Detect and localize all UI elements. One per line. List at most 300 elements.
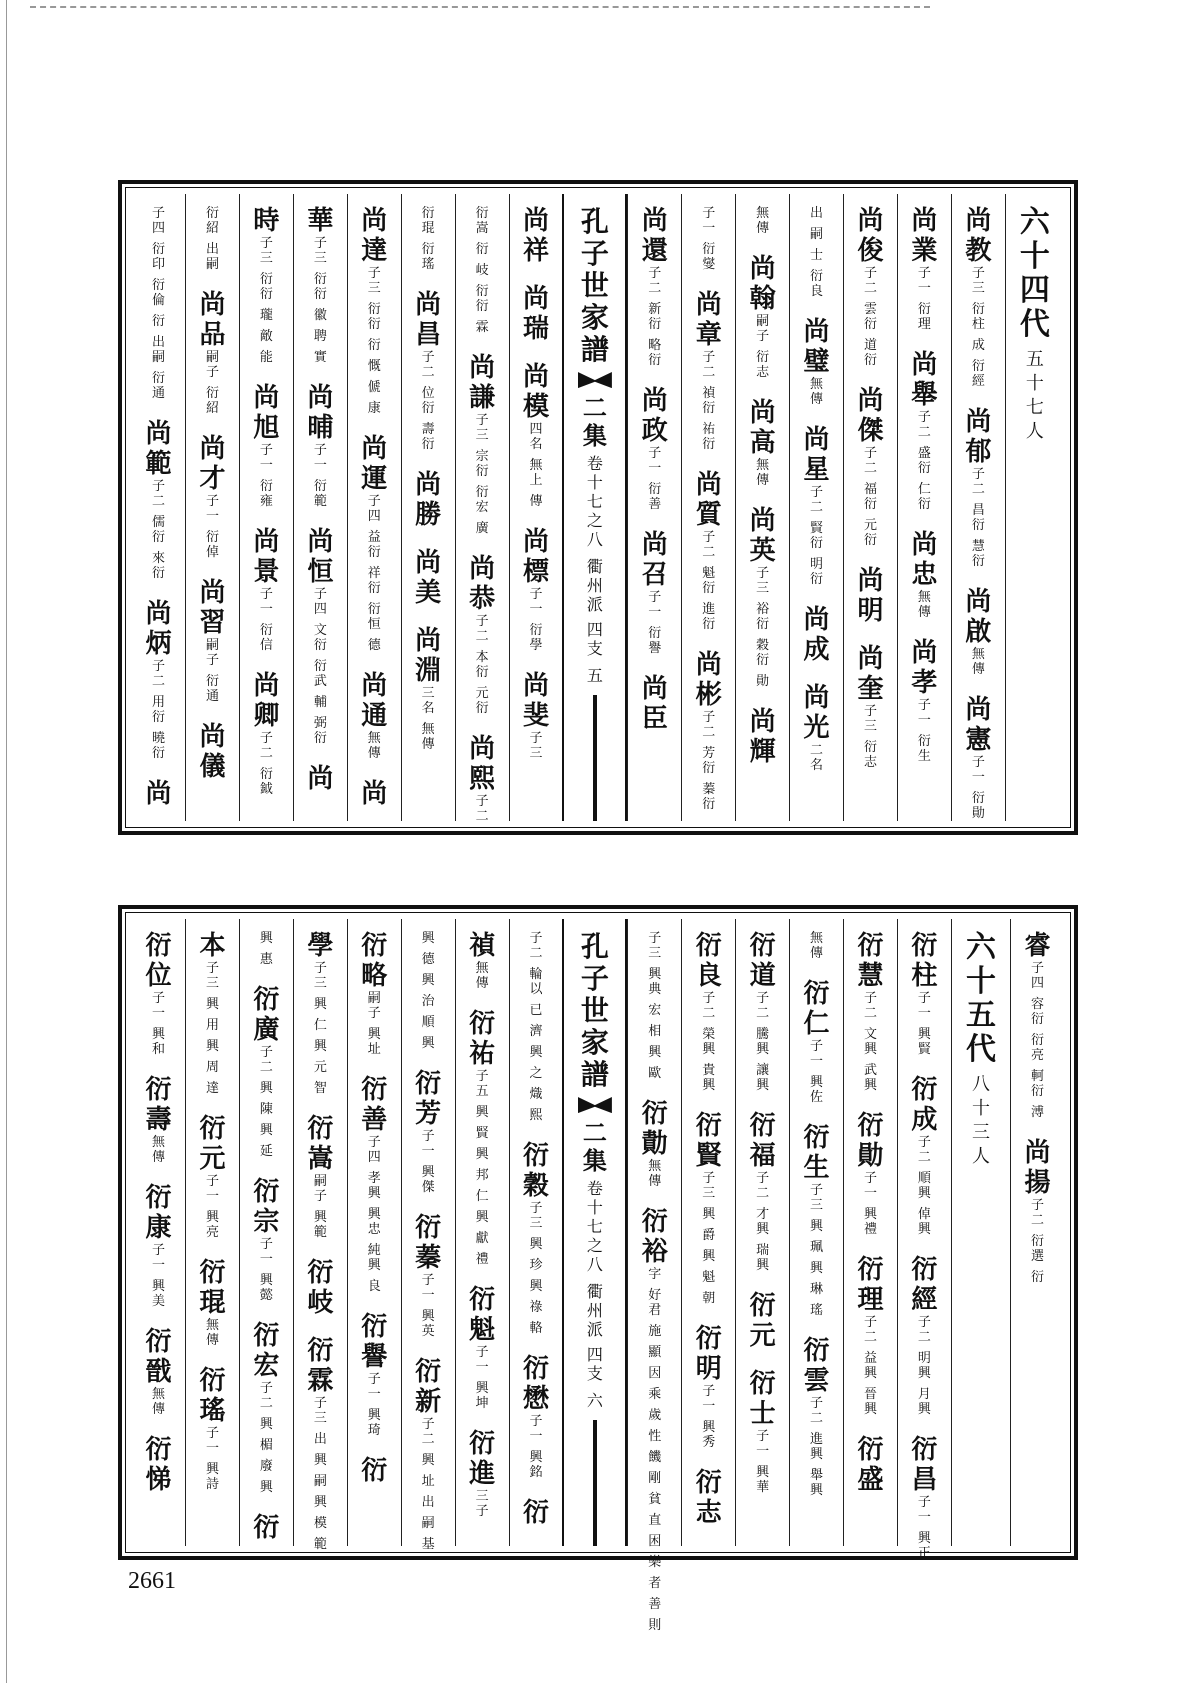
entry-column: [293, 919, 347, 1552]
person-note: 無 傳: [152, 1387, 166, 1417]
genealogy-entry: [469, 1285, 495, 1411]
person-name: 衍 勣: [641, 1099, 668, 1159]
person-note: 子 二 榮 興 貴 興: [702, 991, 716, 1093]
person-name: 尚 彬: [695, 650, 722, 710]
genealogy-entry: [361, 671, 387, 761]
person-name: 衍 盛: [857, 1435, 884, 1495]
genealogy-entry: [911, 1435, 937, 1561]
genealogy-entry: [307, 383, 333, 509]
genealogy-entry: [642, 674, 668, 734]
person-note: 子 二 衍 選 衍: [1031, 1198, 1045, 1285]
person-note: 無 傳: [205, 1318, 219, 1348]
person-name: 衍 經: [911, 1255, 938, 1315]
person-name: 尚 業: [911, 206, 938, 266]
person-name: 衍 明: [695, 1324, 722, 1384]
person-name: 尚 質: [695, 470, 722, 530]
genealogy-entry: [307, 1114, 333, 1240]
person-name: 衍 瑤: [199, 1366, 226, 1426]
genealogy-entry: [307, 931, 333, 1096]
person-name: 尚 才: [199, 434, 226, 494]
genealogy-entry: [696, 650, 722, 812]
person-note: 子 三 衍 衍 瓏 敵 能: [259, 236, 273, 365]
genealogy-entry: [648, 931, 661, 1081]
person-note: 子 一 興 美: [152, 1243, 166, 1309]
genealogy-entry: [810, 206, 823, 299]
person-name: 尚 達: [361, 206, 388, 266]
entry-column: [347, 919, 401, 1546]
genealogy-entry: [422, 931, 435, 1051]
genealogy-entry: [750, 707, 776, 767]
person-note: 子 一 衍 雍: [259, 443, 273, 509]
genealogy-entry: [422, 206, 435, 272]
entry-column: [185, 919, 239, 1546]
genealogy-entry: [199, 1258, 225, 1348]
genealogy-entry: [307, 206, 333, 365]
person-note: 嗣 子 衍 志: [756, 314, 770, 380]
entry-column: [132, 919, 185, 1546]
person-note: 子 一 興 銘: [529, 1414, 543, 1480]
generation-header-65: [951, 919, 1010, 1546]
book-spine-column: [562, 194, 627, 821]
person-name: 衍: [253, 1513, 280, 1543]
genealogy-entry: [415, 470, 441, 530]
person-name: 尚 還: [641, 206, 668, 266]
genealogy-entry: [523, 1498, 549, 1528]
genealogy-entry: [857, 1435, 883, 1495]
person-name: 衍 壽: [145, 1075, 172, 1135]
person-note: 無 傳: [917, 590, 931, 620]
person-name: 衍 勛: [857, 1111, 884, 1171]
genealogy-entry: [696, 290, 722, 452]
person-note: 子 二 順 興 倬 興: [917, 1135, 931, 1237]
person-name: 衍 雲: [803, 1336, 830, 1396]
person-name: 尚 謙: [469, 353, 496, 413]
volume-label: 二 集: [582, 1118, 607, 1176]
person-note: 子 三 興 典 宏 相 興 歐: [648, 931, 662, 1081]
genealogy-entry: [469, 353, 495, 536]
person-note: 子 二 輪 以 已 濟 興 之 熾 熙: [529, 931, 543, 1123]
genealogy-entry: [415, 626, 441, 752]
genealogy-entry: [523, 284, 549, 344]
folio-number: 五: [586, 666, 603, 686]
person-note: 子 一 興 懿: [259, 1237, 273, 1303]
person-note: 子 三 興 爵 興 魁 朝: [702, 1171, 716, 1306]
person-name: 衍 芳: [415, 1069, 442, 1129]
genealogy-entry: [152, 206, 165, 401]
person-note: 子 三: [529, 731, 543, 761]
genealogy-entry: [804, 605, 830, 665]
entry-column: [735, 194, 789, 821]
person-note: 興 惠: [259, 931, 273, 967]
person-note: 子 一 衍 勛: [971, 755, 985, 821]
person-name: 尚 運: [361, 434, 388, 494]
person-note: 子 二 明 興 月 興: [917, 1315, 931, 1417]
person-name: 尚 奎: [857, 644, 884, 704]
person-name: 尚 舉: [911, 350, 938, 410]
genealogy-entry: [307, 527, 333, 746]
person-note: 字 好 君 施 顯 因 乘 歲 性 饑 剛 貧 直 困 樂 者 善 則: [648, 1267, 662, 1633]
person-name: 衍 岐: [307, 1258, 334, 1318]
person-name: 衍 穀: [523, 1141, 550, 1201]
person-note: 衍 嵩 衍 岐 衍 衍 霖: [475, 206, 489, 335]
generation-count: 八 十 三 人: [971, 1074, 990, 1167]
genealogy-entry: [965, 587, 991, 677]
person-note: 子 二 新 衍 略 衍: [648, 266, 662, 368]
person-note: 子 二 興 址 出 嗣 基: [421, 1417, 435, 1552]
genealogy-entry: [199, 434, 225, 560]
person-name: 衍 成: [911, 1075, 938, 1135]
genealogy-entry: [804, 425, 830, 587]
person-name: 衍 戩: [145, 1327, 172, 1387]
person-name: 尚 啟: [965, 587, 992, 647]
person-note: 子 三 興 珍 興 祿 輅: [529, 1201, 543, 1336]
person-name: 尚 範: [145, 419, 172, 479]
person-note: 子 一 衍 燮: [702, 206, 716, 272]
person-note: 子 三 宗 衍 衍 宏 廣: [475, 413, 489, 536]
genealogy-entry: [911, 206, 937, 332]
person-name: 衍 嵩: [307, 1114, 334, 1174]
generation-header-64: [1005, 194, 1064, 821]
person-note: 子 二 益 興 晉 興: [863, 1315, 877, 1417]
person-note: 子 二 福 衍 元 衍: [863, 446, 877, 548]
entry-column: [132, 194, 185, 821]
person-note: 子 二 興 陳 興 延: [259, 1045, 273, 1159]
book-title: 孔 子 世 家 譜: [580, 205, 609, 366]
person-name: 衍 進: [469, 1429, 496, 1489]
person-name: 尚 景: [253, 527, 280, 587]
person-note: 無 傳: [152, 1135, 166, 1165]
entry-column: [293, 194, 347, 821]
entry-column: [239, 919, 293, 1546]
genealogy-entry: [804, 1123, 830, 1318]
person-name: 尚 成: [803, 605, 830, 665]
genealogy-entry: [361, 1456, 387, 1486]
person-name: 衍 良: [695, 931, 722, 991]
person-name: 尚 瑞: [523, 284, 550, 344]
person-name: 尚 模: [523, 362, 550, 422]
person-note: 子 二: [475, 794, 489, 824]
entry-column: [509, 919, 563, 1546]
person-name: 衍 柱: [911, 931, 938, 991]
person-note: 子 一 興 傑: [421, 1129, 435, 1195]
genealogy-entry: [199, 1114, 225, 1240]
genealogy-entry: [199, 722, 225, 782]
entry-column: [509, 194, 563, 821]
genealogy-entry: [804, 683, 830, 773]
person-name: 尚 晡: [307, 383, 334, 443]
person-name: 衍 譽: [361, 1312, 388, 1372]
genealogy-entry: [415, 1357, 441, 1552]
genealogy-entry: [206, 206, 219, 272]
person-note: 無 傳: [648, 1159, 662, 1189]
person-name: 尚 斐: [523, 671, 550, 731]
genealogy-entry: [361, 1312, 387, 1438]
genealogy-entry: [965, 695, 991, 821]
branch-label: 衢 州 派 四 支: [586, 1282, 603, 1384]
branch-label: 衢 州 派 四 支: [586, 557, 603, 659]
entry-column: [401, 919, 455, 1552]
entry-column: [185, 194, 239, 821]
person-name: 衍 悌: [145, 1435, 172, 1495]
person-note: 無 傳: [756, 206, 770, 236]
genealogy-entry: [750, 1291, 776, 1351]
genealogy-entry: [469, 554, 495, 716]
person-note: 衍 琨 衍 瑤: [421, 206, 435, 272]
person-name: 睿: [1024, 931, 1051, 961]
genealogy-entry: [523, 1354, 549, 1480]
genealogy-entry: [911, 1075, 937, 1237]
folio-number: 六: [586, 1391, 603, 1411]
person-name: 衍 仁: [803, 979, 830, 1039]
person-note: 子 二 文 興 武 興: [863, 991, 877, 1093]
person-name: 衍: [523, 1498, 550, 1528]
person-name: 衍 琨: [199, 1258, 226, 1318]
genealogy-entry: [911, 530, 937, 620]
person-name: 衍 元: [199, 1114, 226, 1174]
genealogy-entry: [857, 206, 883, 368]
person-note: 四 名 無 上 傳: [529, 422, 543, 509]
person-name: 尚 召: [641, 530, 668, 590]
entry-column: [455, 194, 509, 824]
person-note: 興 德 興 治 順 興: [421, 931, 435, 1051]
person-name: 尚 翰: [749, 254, 776, 314]
person-note: 嗣 子 興 址: [367, 991, 381, 1057]
person-name: 尚 美: [415, 548, 442, 608]
person-note: 子 一 衍 學: [529, 587, 543, 653]
person-note: 子 三 衍 柱 成 衍 經: [971, 266, 985, 389]
person-note: 子 三 衍 志: [863, 704, 877, 770]
person-name: 尚 憲: [965, 695, 992, 755]
person-name: 衍 昌: [911, 1435, 938, 1495]
person-note: 子 三 興 仁 興 元 智: [313, 961, 327, 1096]
person-note: 子 二 昌 衍 慧 衍: [971, 467, 985, 569]
genealogy-page-upper: [118, 180, 1078, 835]
person-note: 子 一 興 華: [756, 1429, 770, 1495]
person-note: 子 二 賢 衍 明 衍: [810, 485, 824, 587]
entry-column: [681, 919, 735, 1546]
person-name: 尚 郁: [965, 407, 992, 467]
person-note: 子 一 興 正: [917, 1495, 931, 1561]
person-name: 衍 霖: [307, 1336, 334, 1396]
genealogy-entry: [260, 931, 273, 967]
book-title: 孔 子 世 家 譜: [580, 930, 609, 1091]
genealogy-entry: [469, 1009, 495, 1267]
person-note: 子 二 儒 衍 來 衍: [152, 479, 166, 581]
entry-column: [897, 194, 951, 821]
genealogy-entry: [307, 1258, 333, 1318]
person-name: 尚 恒: [307, 527, 334, 587]
person-note: 子 一 興 琦: [367, 1372, 381, 1438]
genealogy-entry: [857, 1255, 883, 1417]
genealogy-entry: [750, 1111, 776, 1273]
genealogy-entry: [415, 290, 441, 452]
genealogy-entry: [146, 1075, 172, 1165]
person-note: 子 一 衍 倬: [205, 494, 219, 560]
person-note: 子 三 興 珮 興 琳 瑤: [810, 1183, 824, 1318]
person-name: 尚 標: [523, 527, 550, 587]
person-note: 三 子: [475, 1489, 489, 1519]
person-name: 時: [253, 206, 280, 236]
genealogy-entry: [415, 1069, 441, 1195]
generation-count: 五 十 七 人: [1025, 349, 1044, 442]
person-note: 子 一 興 佐: [810, 1039, 824, 1105]
genealogy-entry: [530, 931, 543, 1123]
genealogy-entry: [469, 734, 495, 824]
genealogy-entry: [965, 407, 991, 569]
person-note: 子 五 興 賢 興 邦 仁 興 獻 禮: [475, 1069, 489, 1267]
person-name: 衍 理: [857, 1255, 884, 1315]
person-note: 子 一 衍 範: [313, 443, 327, 509]
generation-label: 六 十 四 代: [1019, 205, 1050, 342]
person-note: 無 傳: [810, 377, 824, 407]
genealogy-entry: [469, 1429, 495, 1519]
genealogy-entry: [523, 1141, 549, 1336]
fish-tail-mark: [578, 1097, 612, 1113]
genealogy-entry: [750, 506, 776, 689]
person-name: 衍 祐: [469, 1009, 496, 1069]
person-name: 衍 懋: [523, 1354, 550, 1414]
person-name: 尚 臣: [641, 674, 668, 734]
person-note: 子 二 才 興 瑞 興: [756, 1171, 770, 1273]
person-name: 尚 通: [361, 671, 388, 731]
genealogy-entry: [307, 764, 333, 794]
person-name: 華: [307, 206, 334, 236]
genealogy-entry: [199, 578, 225, 704]
person-name: 衍 宗: [253, 1177, 280, 1237]
person-note: 子 一 興 禮: [863, 1171, 877, 1237]
person-name: 尚 習: [199, 578, 226, 638]
person-note: 無 傳: [475, 961, 489, 991]
spine-bar: [593, 695, 597, 821]
entry-column: [239, 194, 293, 821]
person-name: 尚 旭: [253, 383, 280, 443]
person-name: 尚 璧: [803, 317, 830, 377]
scan-top-noise: [30, 6, 930, 18]
page-edge-line: [6, 0, 7, 1683]
section-label: 卷 十 七 之 八: [586, 454, 603, 550]
genealogy-entry: [1025, 1138, 1051, 1285]
person-note: 子 二 進 興 舉 興: [810, 1396, 824, 1498]
person-name: 尚 星: [803, 425, 830, 485]
genealogy-entry: [253, 1513, 279, 1543]
person-name: 衍 康: [145, 1183, 172, 1243]
genealogy-entry: [253, 1177, 279, 1303]
person-name: 衍 善: [361, 1075, 388, 1135]
person-note: 子 三 興 用 興 周 達: [205, 961, 219, 1096]
person-name: 尚 高: [749, 398, 776, 458]
genealogy-entry: [696, 931, 722, 1093]
genealogy-entry: [361, 1075, 387, 1294]
person-note: 子 四 衍 印 衍 倫 衍 出 嗣 衍 通: [152, 206, 166, 401]
person-note: 無 傳: [367, 731, 381, 761]
genealogy-entry: [199, 931, 225, 1096]
genealogy-entry: [750, 254, 776, 380]
person-name: 尚 光: [803, 683, 830, 743]
entry-column: [843, 194, 897, 821]
genealogy-entry: [750, 931, 776, 1093]
book-spine-column: [562, 919, 627, 1546]
person-name: 尚 淵: [415, 626, 442, 686]
person-note: 嗣 子 衍 紹: [205, 350, 219, 416]
genealogy-entry: [696, 1468, 722, 1528]
person-note: 子 二 芳 衍 蓁 衍: [702, 710, 716, 812]
person-note: 子 二 興 楣 廢 興: [259, 1381, 273, 1495]
genealogy-entry: [199, 290, 225, 416]
person-name: 尚 教: [965, 206, 992, 266]
entry-column: [897, 919, 951, 1561]
person-name: 衍 元: [749, 1291, 776, 1351]
genealogy-entry: [965, 206, 991, 389]
genealogy-entry: [642, 206, 668, 368]
person-name: 尚 明: [857, 566, 884, 626]
section-label: 卷 十 七 之 八: [586, 1179, 603, 1275]
genealogy-entry: [911, 350, 937, 512]
person-note: 子 一 衍 善: [648, 446, 662, 512]
genealogy-entry: [750, 398, 776, 488]
person-name: 衍 志: [695, 1468, 722, 1528]
person-note: 子 三 衍 衍 衍 慨 傂 康: [367, 266, 381, 416]
person-name: 衍 道: [749, 931, 776, 991]
carry-over-column: [1010, 919, 1064, 1546]
person-name: 衍 裕: [641, 1207, 668, 1267]
entry-column: [951, 194, 1005, 821]
genealogy-entry: [146, 1183, 172, 1309]
person-name: 尚 政: [641, 386, 668, 446]
genealogy-entry: [1025, 931, 1051, 1120]
genealogy-entry: [415, 548, 441, 608]
genealogy-entry: [523, 527, 549, 653]
genealogy-entry: [696, 470, 722, 632]
person-name: 尚 忠: [911, 530, 938, 590]
genealogy-entry: [857, 644, 883, 770]
genealogy-entry: [804, 317, 830, 407]
genealogy-entry: [911, 638, 937, 764]
person-note: 無 傳: [971, 647, 985, 677]
person-name: 衍 福: [749, 1111, 776, 1171]
person-name: 尚 英: [749, 506, 776, 566]
upper-columns: [132, 194, 1064, 824]
person-name: 尚 熙: [469, 734, 496, 794]
person-note: 子 四 文 衍 衍 武 輔 弼 衍: [313, 587, 327, 746]
genealogy-entry: [857, 1111, 883, 1237]
person-note: 子 一 興 秀: [702, 1384, 716, 1450]
genealogy-entry: [253, 206, 279, 365]
person-name: 衍 位: [145, 931, 172, 991]
page-number: 2661: [128, 1568, 176, 1594]
person-name: 衍 廣: [253, 985, 280, 1045]
entry-column: [789, 194, 843, 821]
person-name: 尚 孝: [911, 638, 938, 698]
person-name: 衍 宏: [253, 1321, 280, 1381]
entry-column: [681, 194, 735, 821]
genealogy-entry: [253, 985, 279, 1159]
person-name: 尚 儀: [199, 722, 226, 782]
person-note: 子 二 位 衍 壽 衍: [421, 350, 435, 452]
person-note: 子 三 衍 衍 徽 聘 實: [313, 236, 327, 365]
person-note: 子 四 容 衍 衍 亮 軻 衍 溥: [1031, 961, 1045, 1120]
genealogy-entry: [476, 206, 489, 335]
person-name: 尚 炳: [145, 599, 172, 659]
person-name: 衍: [361, 1456, 388, 1486]
person-name: 尚 揚: [1024, 1138, 1051, 1198]
genealogy-entry: [253, 1321, 279, 1495]
genealogy-entry: [756, 206, 769, 236]
genealogy-entry: [146, 1327, 172, 1417]
person-name: 禎: [469, 931, 496, 961]
person-note: 子 三 裕 衍 穀 衍 勛: [756, 566, 770, 689]
genealogy-entry: [146, 1435, 172, 1495]
volume-label: 二 集: [582, 393, 607, 451]
